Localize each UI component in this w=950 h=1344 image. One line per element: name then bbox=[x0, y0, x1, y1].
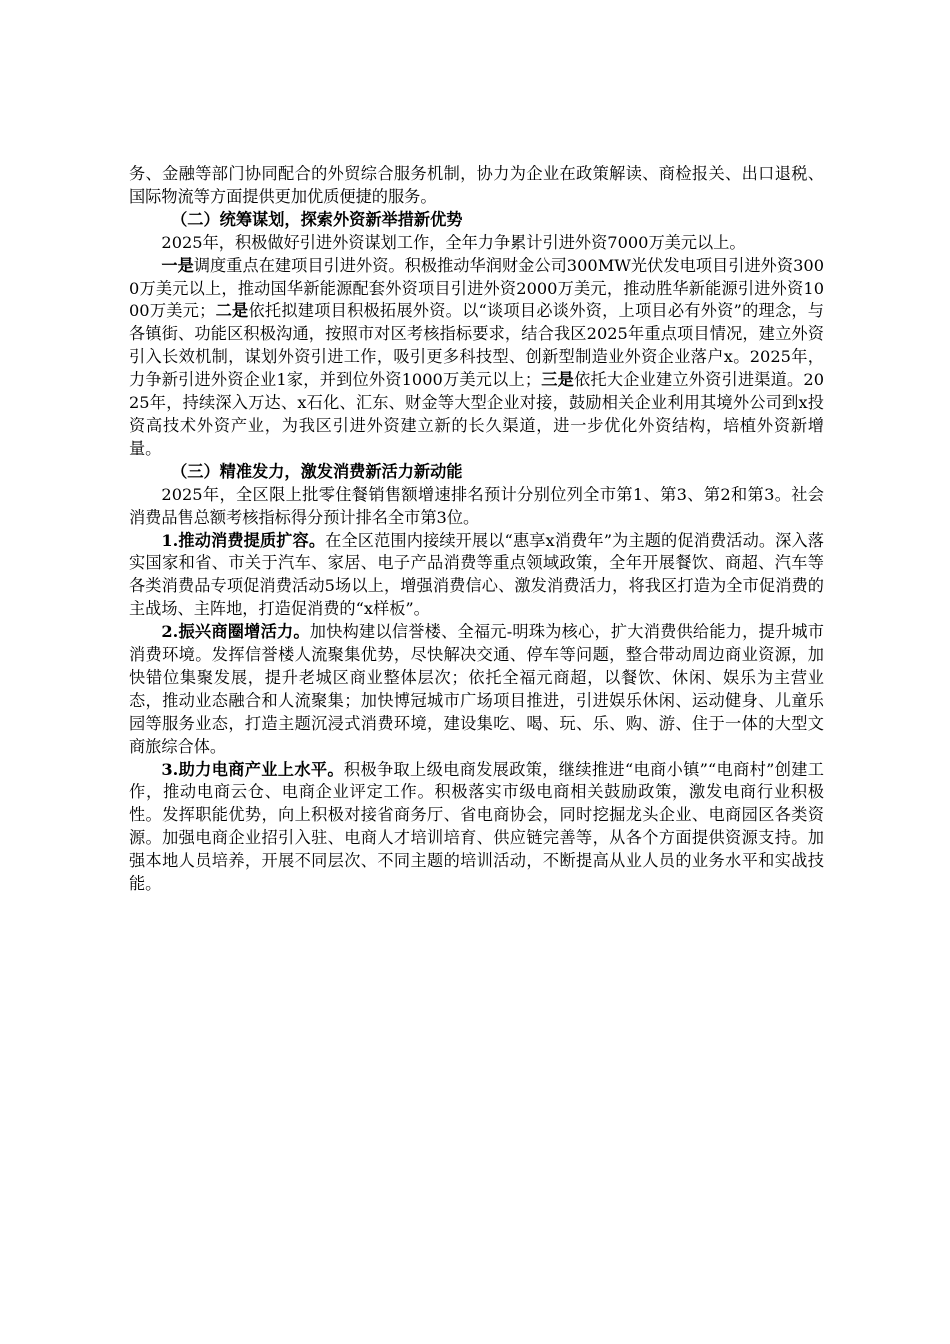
detail-text-third: 依托大企业建立外资引进渠道。2025年，持续深入万达、x石化、汇东、财金等大型企业对接，鼓励相关企业利用其境外公司到x投资高技术外资产业，为我区引进外资建立新的长久渠道，进一步优化外资结构，培植外资新增量。 bbox=[129, 370, 825, 458]
document-body bbox=[129, 163, 824, 896]
item-3-lead: 3.助力电商产业上水平。 bbox=[161, 759, 344, 779]
item-2-lead: 2.振兴商圈增活力。 bbox=[161, 622, 310, 642]
intro-continuation-paragraph: 务、金融等部门协同配合的外贸综合服务机制，协力为企业在政策解读、商检报关、出口退税、国际物流等方面提供更加优质便捷的服务。 bbox=[129, 164, 824, 206]
detail-text-second: 依托拟建项目积极拓展外资。以“谈项目必谈外资，上项目必有外资”的理念，与各镇街、功能区积极沟通，按照市对区考核指标要求，结合我区2025年重点项目情况，建立外资引入长效机制，谋划外资引进工作，吸引更多科技型、创新型制造业外资企业落户x。2025年，力争新引进外资企业1家，并到位外资1000万美元以上； bbox=[129, 301, 824, 390]
item-3-paragraph bbox=[129, 759, 824, 896]
section-3-intro-paragraph: 2025年，全区限上批零住餐销售额增速排名预计分别位列全市第1、第3、第2和第3。社会消费品售总额考核指标得分预计排名全市第3位。 bbox=[129, 484, 824, 527]
item-1-lead: 1.推动消费提质扩容。 bbox=[161, 530, 326, 550]
section-2-detail-paragraph bbox=[129, 255, 824, 461]
lead-second: 二是 bbox=[215, 301, 249, 321]
item-2-paragraph bbox=[129, 621, 824, 758]
item-2-text: 加快构建以信誉楼、全福元-明珠为核心，扩大消费供给能力，提升城市消费环境。发挥信誉楼人流聚集优势，尽快解决交通、停车等问题，整合带动周边商业资源，加快错位集聚发展，提升老城区商业整体层次；依托全福元商超，以餐饮、休闲、娱乐为主营业态，推动业态融合和人流聚集；加快博冠城市广场项目推进，引进娱乐休闲、运动健身、儿童乐园等服务业态，打造主题沉浸式消费环境，建设集吃、喝、玩、乐、购、游、住于一体的大型文商旅综合体。 bbox=[129, 622, 824, 756]
lead-first: 一是 bbox=[161, 255, 194, 275]
item-1-text: 在全区范围内接续开展以“惠享x消费年”为主题的促消费活动。深入落实国家和省、市关于汽车、家居、电子产品消费等重点领域政策，全年开展餐饮、商超、汽车等各类消费品专项促消费活动5场以上，增强消费信心、激发消费活力，将我区打造为全市促消费的主战场、主阵地，打造促消费的“x样板”。 bbox=[129, 530, 824, 619]
section-heading-3: （三）精准发力，激发消费新活力新动能 bbox=[171, 461, 463, 481]
lead-third: 三是 bbox=[541, 370, 575, 390]
item-1-paragraph bbox=[129, 530, 824, 622]
detail-text-first: 调度重点在建项目引进外资。积极推动华润财金公司300MW光伏发电项目引进外资3000万美元以上，推动国华新能源配套外资项目引进外资2000万美元，推动胜华新能源引进外资1000万美元； bbox=[129, 255, 824, 321]
item-3-text: 积极争取上级电商发展政策，继续推进“电商小镇”“电商村”创建工作，推动电商云仓、电商企业评定工作。积极落实市级电商相关鼓励政策，激发电商行业积极性。发挥职能优势，向上积极对接省商务厅、省电商协会，同时挖掘龙头企业、电商园区各类资源。加强电商企业招引入驻、电商人才培训培育、供应链完善等，从各个方面提供资源支持。加强本地人员培养，开展不同层次、不同主题的培训活动，不断提高从业人员的业务水平和实战技能。 bbox=[129, 759, 824, 894]
section-heading-2: （二）统筹谋划，探索外资新举措新优势 bbox=[171, 209, 463, 229]
section-2-target-paragraph: 2025年，积极做好引进外资谋划工作，全年力争累计引进外资7000万美元以上。 bbox=[161, 232, 746, 252]
